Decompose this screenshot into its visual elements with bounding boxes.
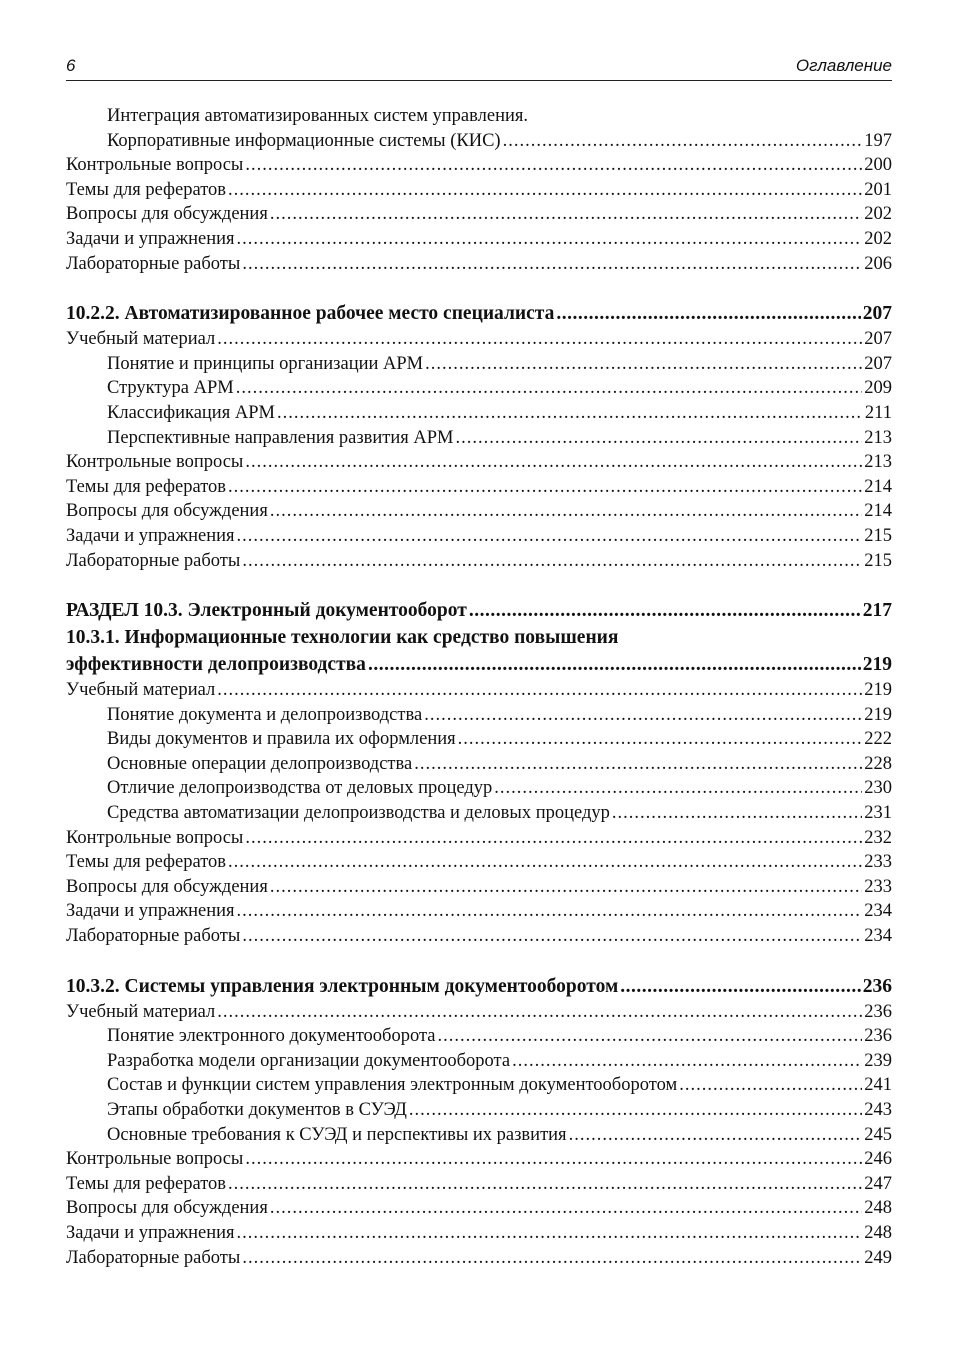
toc-entry[interactable]: [66, 1196, 892, 1221]
dot-leader: [242, 549, 862, 574]
dot-leader: [237, 899, 863, 924]
toc-entry-label: Основные операции делопроизводства: [107, 753, 413, 774]
toc-page-number: 219: [862, 654, 892, 676]
dot-leader: [270, 499, 862, 524]
toc-entry[interactable]: [66, 850, 892, 875]
toc-entry-label: Темы для рефератов: [66, 476, 227, 497]
toc-page-number: 236: [862, 975, 892, 997]
toc-page-number: 215: [864, 550, 892, 571]
running-header: [66, 54, 892, 81]
toc-page-number: 247: [864, 1173, 892, 1194]
toc-entry-label: Структура АРМ: [107, 378, 234, 399]
toc-entry[interactable]: [66, 1073, 892, 1098]
toc-entry-label: 10.2.2. Автоматизированное рабочее место специалиста: [66, 303, 555, 325]
toc-page-number: 209: [864, 378, 892, 399]
toc-entry[interactable]: [66, 1024, 892, 1049]
dot-leader: [242, 252, 862, 277]
toc-section: [66, 597, 892, 949]
page-number: 6: [66, 56, 76, 75]
toc-entry-label: Вопросы для обсуждения: [66, 204, 268, 225]
toc-page-number: 213: [864, 452, 892, 473]
toc-entry-label: Учебный материал: [66, 1001, 216, 1022]
dot-leader: [368, 651, 861, 678]
toc-heading-line: 10.3.1. Информационные технологии как средство повышения: [66, 627, 619, 649]
toc-entry[interactable]: [66, 826, 892, 851]
dot-leader: [228, 1172, 862, 1197]
toc-heading-entry[interactable]: [66, 597, 892, 624]
toc-entry-label: Задачи и упражнения: [66, 228, 235, 249]
dot-leader: [245, 826, 862, 851]
toc-page-number: 234: [864, 926, 892, 947]
dot-leader: [237, 1221, 863, 1246]
toc-page-number: 211: [864, 402, 892, 423]
toc-entry-label: Классификация АРМ: [107, 402, 275, 423]
toc-entry-label: 10.3.2. Системы управления электронным документооборотом: [66, 975, 619, 997]
toc-page-number: 230: [864, 778, 892, 799]
toc-entry[interactable]: [66, 776, 892, 801]
dot-leader: [458, 727, 863, 752]
dot-leader: [217, 327, 862, 352]
toc-page-number: 233: [864, 852, 892, 873]
dot-leader: [494, 776, 862, 801]
toc-page-number: 206: [864, 253, 892, 274]
dot-leader: [242, 924, 862, 949]
dot-leader: [277, 401, 863, 426]
toc-entry[interactable]: [66, 924, 892, 949]
toc-page-number: 207: [864, 329, 892, 350]
section-gap: [66, 949, 892, 973]
toc-entry[interactable]: [66, 1098, 892, 1123]
toc-entry[interactable]: [66, 129, 892, 154]
toc-entry[interactable]: [66, 703, 892, 728]
toc-entry[interactable]: [66, 727, 892, 752]
dot-leader: [245, 450, 862, 475]
toc-entry[interactable]: [66, 1147, 892, 1172]
dot-leader: [245, 1147, 862, 1172]
toc-entry[interactable]: [66, 202, 892, 227]
dot-leader: [425, 352, 862, 377]
toc-page-number: 214: [864, 476, 892, 497]
toc-entry-label: эффективности делопроизводства: [66, 654, 366, 676]
running-title: Оглавление: [795, 56, 892, 75]
toc-page-number: 217: [862, 600, 892, 622]
dot-leader: [456, 426, 863, 451]
dot-leader: [424, 703, 862, 728]
toc-entry[interactable]: [66, 678, 892, 703]
toc-entry-label: Задачи и упражнения: [66, 1222, 235, 1243]
toc-entry[interactable]: [66, 475, 892, 500]
toc-page-number: 248: [864, 1198, 892, 1219]
toc-entry-label: Состав и функции систем управления электронным документооборотом: [107, 1075, 678, 1096]
toc-entry-label: Средства автоматизации делопроизводства и деловых процедур: [107, 803, 610, 824]
toc-entry[interactable]: [66, 178, 892, 203]
toc-entry-label: Контрольные вопросы: [66, 155, 244, 176]
dot-leader: [236, 376, 863, 401]
toc-page-number: 215: [864, 525, 892, 546]
toc-entry[interactable]: [66, 524, 892, 549]
dot-leader: [270, 202, 862, 227]
dot-leader: [409, 1098, 862, 1123]
toc-page-number: 232: [864, 827, 892, 848]
toc-entry-label: Вопросы для обсуждения: [66, 1198, 268, 1219]
toc-entry[interactable]: [66, 499, 892, 524]
toc-entry-label: Виды документов и правила их оформления: [107, 729, 456, 750]
toc-page-number: 234: [864, 901, 892, 922]
toc-entry[interactable]: [66, 1172, 892, 1197]
dot-leader: [503, 129, 863, 154]
dot-leader: [237, 524, 863, 549]
dot-leader: [438, 1024, 863, 1049]
toc-entry[interactable]: [66, 426, 892, 451]
toc-entry-label: Перспективные направления развития АРМ: [107, 427, 454, 448]
toc-entry-label: Лабораторные работы: [66, 926, 241, 947]
toc-entry-label: Учебный материал: [66, 329, 216, 350]
toc-page-number: 214: [864, 501, 892, 522]
toc-entry-label: РАЗДЕЛ 10.3. Электронный документооборот: [66, 600, 467, 622]
toc-entry[interactable]: [66, 327, 892, 352]
toc-entry-label: Этапы обработки документов в СУЭД: [107, 1100, 407, 1120]
toc-entry-label: Разработка модели организации документооборота: [107, 1050, 511, 1071]
toc-entry[interactable]: [66, 1246, 892, 1271]
dot-leader: [469, 597, 861, 624]
toc-entry[interactable]: [66, 376, 892, 401]
toc-entry[interactable]: [66, 752, 892, 777]
toc-page-number: 236: [864, 1026, 892, 1047]
toc-entry-label: Контрольные вопросы: [66, 1149, 244, 1170]
toc-entry-label: Лабораторные работы: [66, 253, 241, 274]
toc-entry[interactable]: [66, 875, 892, 900]
toc-entry[interactable]: [66, 227, 892, 252]
toc-entry-label: Основные требования к СУЭД и перспективы их развития: [107, 1124, 567, 1145]
toc-page-number: 213: [864, 427, 892, 448]
dot-leader: [245, 153, 862, 178]
dot-leader: [620, 973, 861, 1000]
toc-entry[interactable]: [66, 1049, 892, 1074]
dot-leader: [414, 752, 862, 777]
toc-entry-label: Понятие электронного документооборота: [107, 1026, 436, 1047]
dot-leader: [270, 1196, 862, 1221]
toc-entry-label: Отличие делопроизводства от деловых процедур: [107, 778, 493, 799]
toc-page-number: 207: [864, 353, 892, 374]
toc-page-number: 236: [864, 1001, 892, 1022]
toc-page-number: 197: [864, 130, 892, 151]
toc-page-number: 228: [864, 753, 892, 774]
dot-leader: [217, 1000, 862, 1025]
toc-entry-label: Контрольные вопросы: [66, 827, 244, 848]
toc-entry-label: Корпоративные информационные системы (КИС): [107, 130, 501, 151]
toc-heading-entry[interactable]: [66, 973, 892, 1000]
toc-page-number: 248: [864, 1222, 892, 1243]
toc-page-number: 249: [864, 1247, 892, 1268]
toc-entry[interactable]: [66, 252, 892, 277]
toc-entry-label: Задачи и упражнения: [66, 901, 235, 922]
toc-section: [66, 973, 892, 1271]
dot-leader: [242, 1246, 862, 1271]
toc-entry-label: Темы для рефератов: [66, 179, 227, 200]
toc-entry-label: Темы для рефератов: [66, 852, 227, 873]
toc-page-number: 202: [864, 204, 892, 225]
toc-page-number: 239: [864, 1050, 892, 1071]
dot-leader: [217, 678, 862, 703]
dot-leader: [228, 850, 862, 875]
toc-entry[interactable]: [66, 899, 892, 924]
toc-page-number: 241: [864, 1075, 892, 1096]
toc-entry-label: Темы для рефератов: [66, 1173, 227, 1194]
toc-page-number: 231: [864, 803, 892, 824]
toc-entry-label: Понятие документа и делопроизводства: [107, 704, 423, 725]
toc-heading-entry[interactable]: [66, 300, 892, 327]
toc-page-number: 202: [864, 228, 892, 249]
section-gap: [66, 573, 892, 597]
toc-heading-entry[interactable]: [66, 651, 892, 678]
toc-entry-label: Лабораторные работы: [66, 1247, 241, 1268]
toc-page-number: 219: [864, 704, 892, 725]
dot-leader: [612, 801, 862, 826]
toc-entry-label: Контрольные вопросы: [66, 452, 244, 473]
dot-leader: [512, 1049, 862, 1074]
toc-entry[interactable]: [66, 450, 892, 475]
toc-entry-label: Понятие и принципы организации АРМ: [107, 353, 424, 374]
toc-page-number: 222: [864, 729, 892, 750]
toc-entry[interactable]: [66, 1000, 892, 1025]
toc-entry-label: Учебный материал: [66, 680, 216, 701]
toc-page-number: 243: [864, 1100, 892, 1120]
table-of-contents: [66, 104, 892, 1270]
toc-page-number: 246: [864, 1149, 892, 1170]
dot-leader: [228, 475, 862, 500]
toc-entry[interactable]: [66, 549, 892, 574]
toc-entry[interactable]: [66, 1221, 892, 1246]
toc-page-number: 233: [864, 876, 892, 897]
toc-section: [66, 104, 892, 276]
dot-leader: [237, 227, 863, 252]
toc-page-number: 200: [864, 155, 892, 176]
toc-entry[interactable]: [66, 153, 892, 178]
toc-entry-label: Вопросы для обсуждения: [66, 501, 268, 522]
toc-entry-label: Лабораторные работы: [66, 550, 241, 571]
toc-page-number: 219: [864, 680, 892, 701]
toc-entry[interactable]: [66, 1123, 892, 1148]
toc-section: [66, 300, 892, 573]
toc-entry[interactable]: [66, 401, 892, 426]
section-gap: [66, 276, 892, 300]
dot-leader: [228, 178, 862, 203]
toc-entry-label: Вопросы для обсуждения: [66, 876, 268, 897]
dot-leader: [679, 1073, 862, 1098]
toc-entry[interactable]: [66, 801, 892, 826]
toc-entry[interactable]: [66, 352, 892, 377]
toc-text-line: Интеграция автоматизированных систем управления.: [107, 106, 529, 126]
dot-leader: [270, 875, 862, 900]
toc-entry-label: Задачи и упражнения: [66, 525, 235, 546]
dot-leader: [556, 300, 860, 327]
toc-page-number: 201: [864, 179, 892, 200]
toc-page-number: 245: [864, 1124, 892, 1145]
dot-leader: [569, 1123, 863, 1148]
toc-page-number: 207: [862, 303, 892, 325]
